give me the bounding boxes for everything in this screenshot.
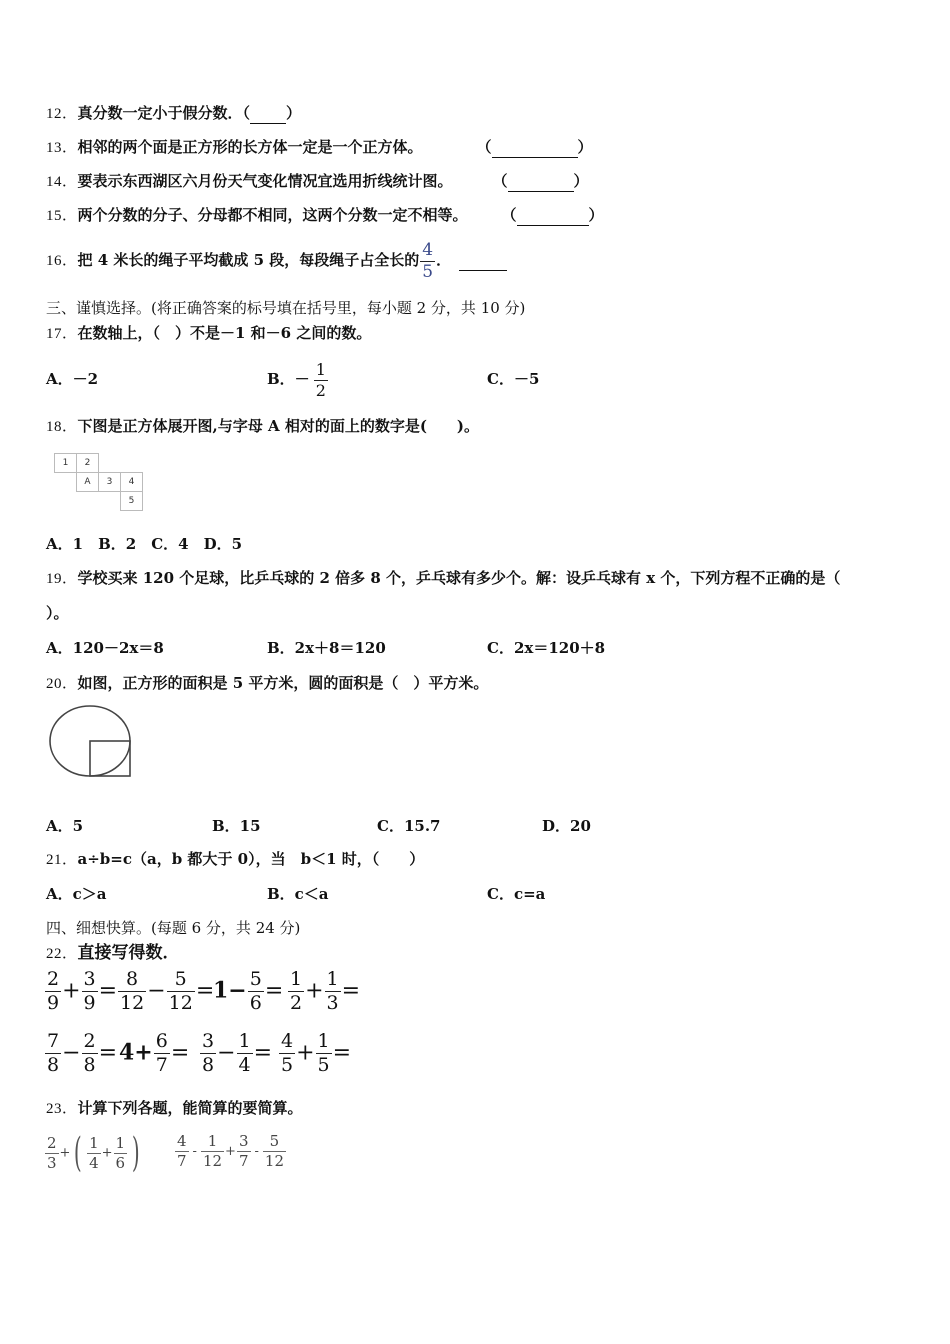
option-c[interactable]: C．2x＝120＋8 (487, 639, 606, 657)
answer-blank[interactable] (459, 270, 507, 271)
expression: $\frac{2}{9}$ + $\frac{3}{9}$ = (47, 968, 118, 1014)
expression-1: $\frac{2}{3}$ +( $\frac{1}{4}$ + $\frac{1}{6}$ ) (47, 1130, 140, 1176)
expression: $\frac{8}{12}$ − $\frac{5}{12}$ = (120, 968, 215, 1014)
options-row[interactable]: A．1 B．2 C．4 D．5 (46, 535, 243, 553)
paren-open: （ (476, 138, 492, 156)
question-23 (46, 1098, 303, 1119)
option-c[interactable]: C．－5 (487, 370, 540, 388)
cube-net-figure (54, 453, 143, 511)
option-b[interactable]: B．－ $\frac{1}{2}$ (267, 359, 326, 400)
question-20 (46, 673, 488, 694)
fraction: $\frac{1}{2}$ (315, 359, 326, 400)
option-d[interactable]: D．20 (542, 817, 591, 835)
expression: 4+ $\frac{6}{7}$ = (119, 1030, 190, 1076)
question-14 (46, 171, 589, 192)
net-cell: 5 (121, 492, 143, 511)
expression: 1− $\frac{5}{6}$ = (213, 968, 284, 1014)
question-text: 要表示东西湖区六月份天气变化情况宜选用折线统计图。 (77, 172, 453, 190)
net-cell: 2 (77, 454, 99, 473)
question-number: 15． (46, 208, 78, 224)
option-a[interactable]: A．5 (46, 817, 84, 835)
paren-open: （ (492, 172, 508, 190)
net-cell: A (77, 473, 99, 492)
question-number: 14． (46, 174, 78, 190)
option-b[interactable]: B．2x＋8＝120 (267, 639, 386, 657)
period: ． (436, 251, 452, 269)
answer-blank[interactable] (517, 225, 589, 226)
option-a[interactable]: A．120－2x＝8 (46, 639, 164, 657)
answer-blank[interactable] (508, 191, 574, 192)
circle-square-figure (48, 704, 138, 780)
expression: $\frac{7}{8}$ − $\frac{2}{8}$ = (47, 1030, 118, 1076)
question-text: 直接写得数． (77, 943, 180, 963)
question-number: 18． (46, 419, 78, 435)
question-number: 19． (46, 571, 78, 587)
section-heading-3: 三、谨慎选择。(将正确答案的标号填在括号里，每小题 2 分，共 10 分) (46, 299, 526, 317)
question-number: 22． (46, 946, 78, 962)
paren-open: （ (501, 206, 517, 224)
question-17 (46, 323, 371, 344)
net-cell: 4 (121, 473, 143, 492)
paren-close: ） (588, 206, 604, 224)
question-22 (46, 943, 180, 964)
question-text: 学校买来 120 个足球，比乒乓球的 2 倍多 8 个，乒乓球有多少个。解：设乒乓球有 x 个，下列方程不正确的是（ (77, 569, 841, 587)
net-cell: 3 (99, 473, 121, 492)
option-c[interactable]: C．15.7 (377, 817, 441, 835)
question-12 (46, 103, 301, 124)
option-c[interactable]: C．c=a (487, 885, 546, 903)
question-text: a÷b=c（a，b 都大于 0），当 b＜1 时，（ ） (77, 850, 425, 868)
fraction: $\frac{4}{5}$ (422, 239, 434, 282)
question-number: 12． (46, 106, 78, 122)
question-15 (46, 205, 604, 226)
question-number: 16． (46, 253, 78, 269)
question-number: 23． (46, 1101, 78, 1117)
question-text: 如图，正方形的面积是 5 平方米，圆的面积是（ ）平方米。 (77, 674, 489, 692)
question-text: 两个分数的分子、分母都不相同，这两个分数一定不相等。 (77, 206, 468, 224)
question-number: 13． (46, 140, 78, 156)
expression: $\frac{4}{5}$ + $\frac{1}{5}$ = (281, 1030, 352, 1076)
question-text: 把 4 米长的绳子平均截成 5 段，每段绳子占全长的 (77, 251, 420, 269)
paren-close: ） (577, 138, 593, 156)
answer-blank[interactable] (250, 123, 286, 124)
question-number: 17． (46, 326, 78, 342)
question-text: 下图是正方体展开图,与字母 A 相对的面上的数字是( )。 (77, 417, 480, 435)
answer-blank[interactable] (492, 157, 578, 158)
paren-close: ） (286, 104, 302, 122)
paren-close: ） (573, 172, 589, 190)
question-text: 在数轴上，（ ）不是－1 和－6 之间的数。 (77, 324, 372, 342)
question-18 (46, 416, 479, 437)
question-number: 20． (46, 676, 78, 692)
question-16 (46, 238, 507, 283)
question-21 (46, 849, 424, 870)
question-19-cont: ）。 (46, 604, 69, 622)
option-b[interactable]: B．c＜a (267, 885, 329, 903)
question-text: 计算下列各题，能简算的要简算。 (77, 1099, 303, 1117)
expression: $\frac{1}{2}$ + $\frac{1}{3}$ = (290, 968, 361, 1014)
expression-2: $\frac{4}{7}$ - $\frac{1}{12}$ + $\frac{3}{7}$ - $\frac{5}{12}$ (177, 1132, 284, 1170)
option-b[interactable]: B．15 (212, 817, 261, 835)
option-a[interactable]: A．－2 (46, 370, 99, 388)
section-heading-4: 四、细想快算。(每题 6 分，共 24 分) (46, 919, 301, 937)
question-19 (46, 568, 840, 589)
expression: $\frac{3}{8}$ − $\frac{1}{4}$ = (202, 1030, 273, 1076)
question-13 (46, 137, 593, 158)
question-text: 相邻的两个面是正方形的长方体一定是一个正方体。 (77, 138, 423, 156)
question-number: 21． (46, 852, 78, 868)
question-text: 真分数一定小于假分数．（ (77, 104, 251, 122)
net-cell: 1 (55, 454, 77, 473)
option-a[interactable]: A．c＞a (46, 885, 107, 903)
